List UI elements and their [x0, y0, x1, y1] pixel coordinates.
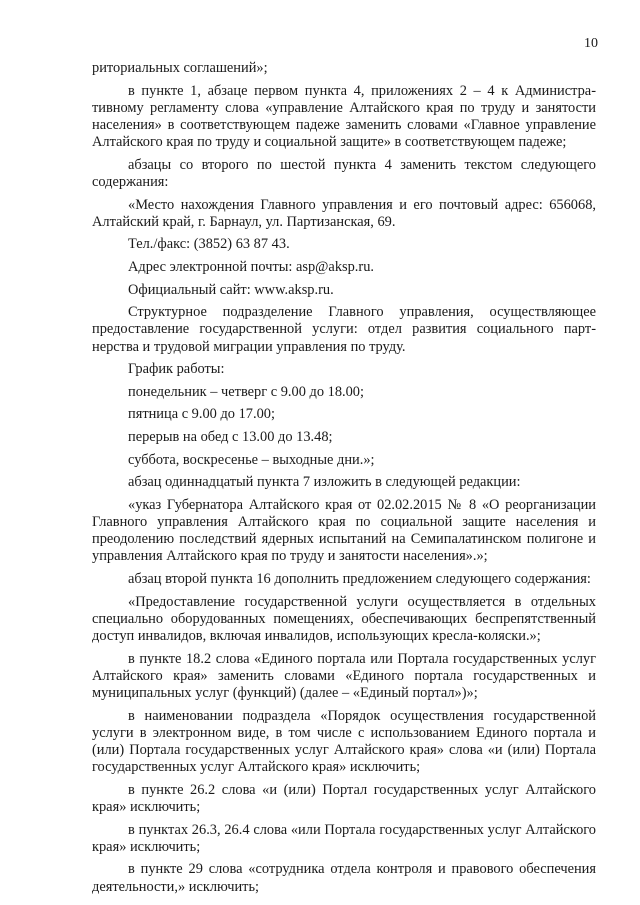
document-paragraph: «Место нахождения Главного управления и его почтовый адрес: 656068, Алтайский край, г. Барнаул, ул. Партизанская, 69. [92, 196, 596, 230]
document-paragraph: в пункте 26.2 слова «и (или) Портал государственных услуг Алтайского края» исключить; [92, 781, 596, 815]
document-body [92, 60, 596, 901]
document-paragraph: Официальный сайт: www.aksp.ru. [128, 281, 334, 298]
document-paragraph: абзацы со второго по шестой пункта 4 заменить текстом следующего содержания: [92, 156, 596, 190]
document-paragraph: в наименовании подраздела «Порядок осуществления государственной услуги в электронном виде, в том числе с использованием Единого портала и (или) Портала государственных услуг Алтайского края» слова «и (или) Портала государственных услуг Алтайского края» исключить; [92, 707, 596, 776]
document-paragraph: в пункте 1, абзаце первом пункта 4, приложениях 2 – 4 к Административному регламенту слова «управление Алтайского края по труду и занятости населения» в соответствующем падеже заменить словами «Главное управление Алтайского края по труду и социальной защите» в соответствующем падеже; [92, 82, 596, 151]
document-paragraph: в пункте 29 слова «сотрудника отдела контроля и правового обеспечения деятельности,» исключить; [92, 861, 596, 895]
document-paragraph: абзац второй пункта 16 дополнить предложением следующего содержания: [128, 570, 591, 587]
document-paragraph: в пунктах 26.3, 26.4 слова «или Портала государственных услуг Алтайского края» исключить; [92, 821, 596, 855]
document-paragraph: Адрес электронной почты: asp@aksp.ru. [128, 258, 374, 275]
document-paragraph: График работы: [128, 361, 225, 378]
document-paragraph: в пункте 18.2 слова «Единого портала или Портала государственных услуг Алтайского края» заменить словами «Единого портала государственных и муниципальных услуг (функций) (далее – «Единый портал»)»; [92, 650, 596, 701]
document-paragraph: Тел./факс: (3852) 63 87 43. [128, 236, 290, 253]
document-paragraph: суббота, воскресенье – выходные дни.»; [128, 451, 375, 468]
document-paragraph: пятница с 9.00 до 17.00; [128, 406, 275, 423]
document-paragraph: «Предоставление государственной услуги осуществляется в отдельных специально оборудованных помещениях, обеспечивающих беспрепятственный доступ инвалидов, включая инвалидов, использующих кресла-коляски.»; [92, 593, 596, 644]
document-paragraph: перерыв на обед с 13.00 до 13.48; [128, 428, 333, 445]
document-paragraph: Структурное подразделение Главного управления, осуществляющее предоставление государственной услуги: отдел развития социального партнерства и трудовой миграции управления по труду. [92, 304, 596, 355]
document-paragraph: понедельник – четверг с 9.00 до 18.00; [128, 383, 364, 400]
document-paragraph: абзац одиннадцатый пункта 7 изложить в следующей редакции: [128, 474, 521, 491]
page-number: 10 [584, 36, 598, 51]
document-paragraph: «указ Губернатора Алтайского края от 02.02.2015 № 8 «О реорганизации Главного управления Алтайского края по социальной защите населения и преодолению последствий ядерных испытаний на Семипалатинском полигоне и управления Алтайского края по труду и занятости населения».»; [92, 496, 596, 565]
document-paragraph: риториальных соглашений»; [92, 60, 268, 76]
